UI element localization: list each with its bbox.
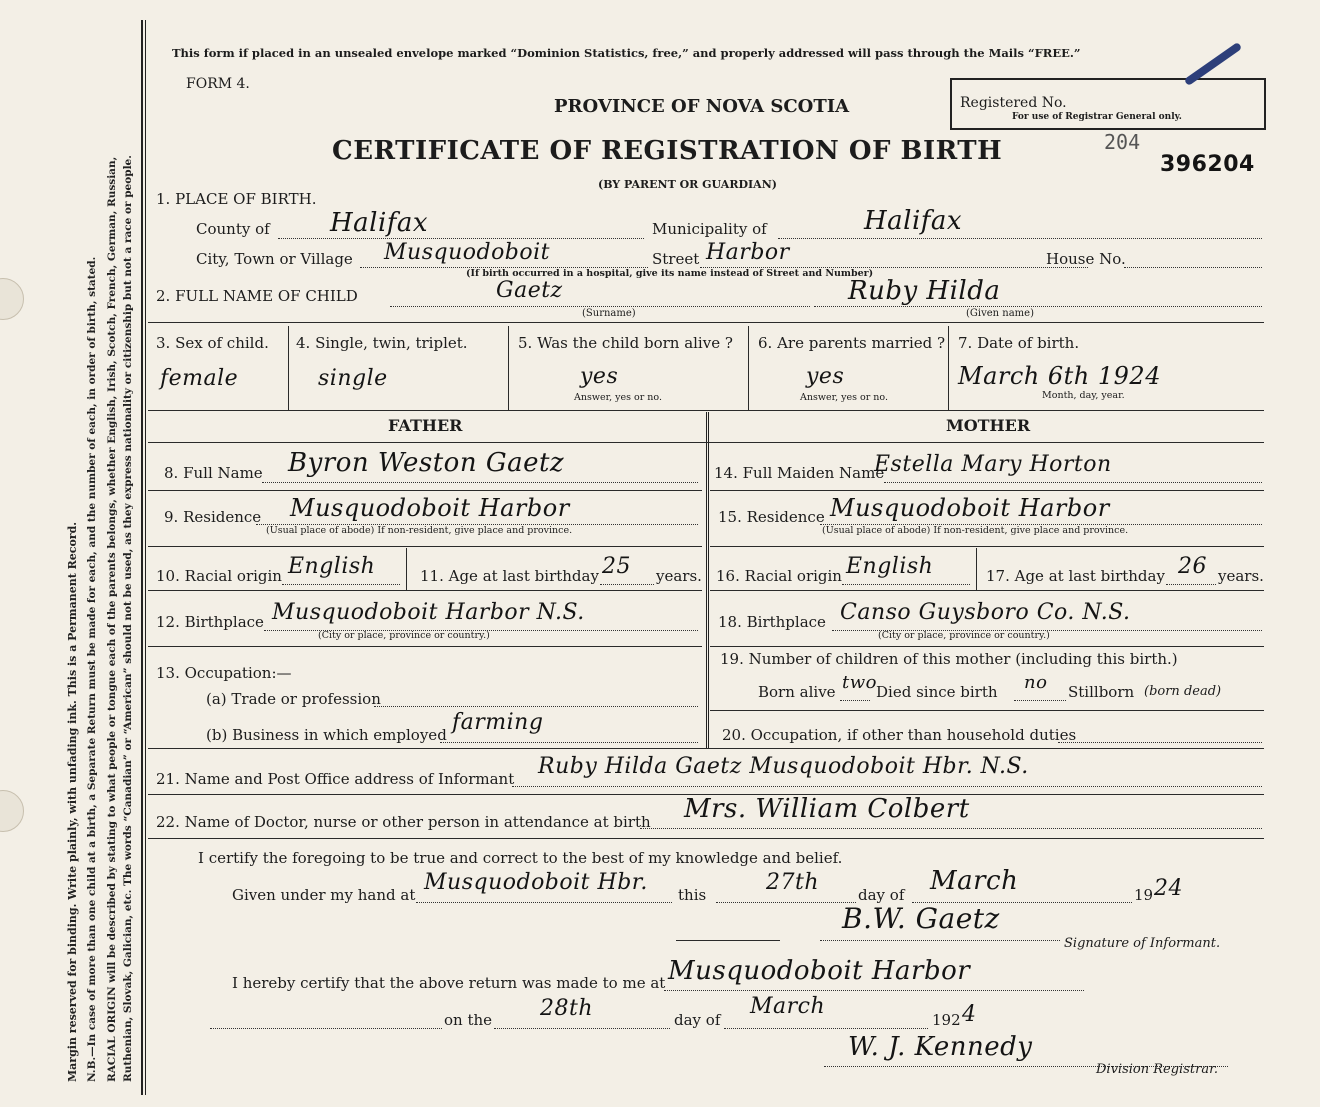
hospital-note: (If birth occurred in a hospital, give its name instead of Street and Number) — [466, 268, 874, 279]
father-age-value: 25 — [602, 554, 631, 579]
born-alive-line — [840, 700, 870, 701]
father-birthplace-note: (City or place, province or country.) — [318, 630, 490, 641]
father-name-value: Byron Weston Gaetz — [288, 448, 565, 478]
parents-married-question: 6. Are parents married ? — [758, 334, 946, 352]
row3-div-2 — [508, 326, 509, 410]
mother-residence-label: 15. Residence — [718, 508, 825, 526]
parents-bottom-rule — [148, 748, 1264, 749]
registrar-signature-label: Division Registrar. — [1096, 1062, 1218, 1077]
mother-race-divider — [976, 548, 977, 590]
plurality-value: single — [318, 366, 388, 391]
day-line — [716, 902, 856, 903]
mother-row14-rule — [710, 490, 1264, 491]
child-surname: Gaetz — [496, 278, 563, 303]
father-birthplace-value: Musquodoboit Harbor N.S. — [272, 600, 585, 625]
doctor-value: Mrs. William Colbert — [684, 794, 970, 824]
registered-number-label: Registered No. — [960, 95, 1067, 111]
father-heading: FATHER — [388, 416, 463, 435]
date-of-birth-label: 7. Date of birth. — [958, 334, 1080, 352]
informant-value: Ruby Hilda Gaetz Musquodoboit Hbr. N.S. — [538, 754, 1029, 779]
registrar-month-value: March — [750, 994, 826, 1019]
given-name-line — [814, 306, 1262, 307]
father-birthplace-label: 12. Birthplace — [156, 613, 264, 631]
house-line — [1124, 267, 1262, 268]
mother-heading: MOTHER — [946, 416, 1031, 435]
date-of-birth-note: Month, day, year. — [1042, 390, 1125, 401]
stillborn-note: (born dead) — [1144, 684, 1222, 699]
certify-statement: I certify the foregoing to be true and correct to the best of my knowledge and belief. — [198, 849, 843, 867]
died-since-birth-count: no — [1024, 672, 1048, 693]
row3-bottom-rule — [148, 410, 1264, 411]
business-label: (b) Business in which employed — [206, 726, 447, 744]
street-value: Harbor — [706, 240, 790, 265]
given-name-note: (Given name) — [966, 308, 1034, 319]
parents-divider — [706, 412, 709, 748]
day-of-label: day of — [858, 886, 905, 904]
house-number-label: House No. — [1046, 250, 1126, 268]
mother-age-label: 17. Age at last birthday — [986, 567, 1165, 585]
informant-signature-line — [820, 940, 1060, 941]
born-alive-note: Answer, yes or no. — [574, 392, 663, 403]
mother-name-label: 14. Full Maiden Name — [714, 464, 885, 482]
father-row12-rule — [148, 646, 702, 647]
mother-race-label: 16. Racial origin — [716, 567, 842, 585]
registrar-place-line — [664, 990, 1084, 991]
registrar-day-line — [494, 1028, 670, 1029]
punch-hole-bottom — [0, 790, 24, 832]
street-label: Street — [652, 250, 700, 268]
registrar-month-line — [724, 1028, 928, 1029]
mother-row16-rule — [710, 590, 1264, 591]
county-label: County of — [196, 220, 270, 238]
registrar-place-value: Musquodoboit Harbor — [668, 956, 971, 986]
stillborn-label: Stillborn — [1068, 683, 1135, 701]
occupation-label: 13. Occupation:— — [156, 664, 292, 682]
given-place-value: Musquodoboit Hbr. — [424, 870, 648, 895]
margin-line-inner — [145, 20, 146, 1095]
mother-age-line — [1166, 584, 1216, 585]
informant-signature: B.W. Gaetz — [842, 902, 1000, 935]
informant-signature-label: Signature of Informant. — [1064, 936, 1221, 951]
parents-married-answer: yes — [806, 364, 845, 389]
registrar-statement: I hereby certify that the above return was made to me at — [232, 974, 666, 992]
mother-occupation-label: 20. Occupation, if other than household duties — [722, 726, 1077, 744]
province-heading: PROVINCE OF NOVA SCOTIA — [554, 96, 850, 117]
short-rule — [676, 940, 780, 941]
mother-birthplace-value: Canso Guysboro Co. N.S. — [840, 600, 1131, 625]
margin-text-4: Ruthenian, Slovak, Galician, etc. The words “Canadian” or “American” should not be used, as they express nationality or citizenship but not a race or people. — [122, 155, 134, 1082]
certify-year-prefix: 19 — [1134, 886, 1154, 904]
punch-hole-top — [0, 278, 24, 320]
place-of-birth-label: 1. PLACE OF BIRTH. — [156, 190, 317, 208]
margin-text-3: RACIAL ORIGIN will be described by stating to what people or tongue each of the parents belongs, whether English, Irish, Scotch, French, German, Russian, — [106, 156, 118, 1082]
died-since-birth-line — [1014, 700, 1066, 701]
mother-race-value: English — [846, 554, 934, 579]
heading-rule — [148, 442, 1264, 443]
form-top-rule — [148, 322, 1264, 323]
city-label: City, Town or Village — [196, 250, 353, 268]
trade-line — [374, 706, 698, 707]
margin-text-1: Margin reserved for binding. Write plainly, with unfading ink. This is a Permanent Record. — [66, 521, 79, 1082]
registrar-general-note: For use of Registrar General only. — [1012, 112, 1182, 122]
registrar-on-the-label: on the — [444, 1011, 493, 1029]
row3-div-3 — [748, 326, 749, 410]
father-age-line — [600, 584, 654, 585]
informant-line — [512, 786, 1262, 787]
father-race-line — [282, 584, 400, 585]
stamp-number: 396204 — [1160, 152, 1255, 177]
mother-row18-rule — [710, 646, 1264, 647]
row3-div-4 — [948, 326, 949, 410]
registrar-year-prefix: 192 — [932, 1011, 961, 1029]
born-alive-label: Born alive — [758, 683, 836, 701]
surname-line — [390, 306, 810, 307]
father-row8-rule — [148, 490, 702, 491]
father-residence-value: Musquodoboit Harbor — [290, 494, 570, 522]
plurality-label: 4. Single, twin, triplet. — [296, 334, 468, 352]
father-name-label: 8. Full Name — [164, 464, 263, 482]
informant-label: 21. Name and Post Office address of Informant — [156, 770, 515, 788]
municipality-label: Municipality of — [652, 220, 767, 238]
mother-residence-note: (Usual place of abode) If non-resident, give place and province. — [822, 525, 1129, 536]
row3-div-1 — [288, 326, 289, 410]
margin-text-2: N.B.—In case of more than one child at a birth, a Separate Return must be made for each, and the number of each, in order of birth, stated. — [86, 256, 98, 1082]
father-race-value: English — [288, 554, 376, 579]
mail-notice: This form if placed in an unsealed envelope marked “Dominion Statistics, free,” and properly addressed will pass through the Mails “FREE.” — [172, 46, 1081, 60]
registrar-day-of-label: day of — [674, 1011, 721, 1029]
stamp-small-number: 204 — [1104, 130, 1141, 154]
mother-age-value: 26 — [1178, 554, 1207, 579]
surname-note: (Surname) — [582, 308, 636, 319]
registrar-left-line — [210, 1028, 442, 1029]
mother-years-label: years. — [1218, 567, 1264, 585]
county-line — [278, 238, 644, 239]
father-residence-note: (Usual place of abode) If non-resident, give place and province. — [266, 525, 573, 536]
business-line — [440, 742, 698, 743]
form-number: FORM 4. — [186, 76, 250, 92]
mother-race-line — [842, 584, 970, 585]
born-alive-count: two — [842, 672, 877, 693]
certificate-subtitle: (BY PARENT OR GUARDIAN) — [598, 178, 777, 191]
mother-row19-rule — [710, 710, 1264, 711]
given-under-hand-label: Given under my hand at — [232, 886, 416, 904]
certificate-title: CERTIFICATE OF REGISTRATION OF BIRTH — [332, 136, 1003, 166]
trade-label: (a) Trade or profession — [206, 690, 381, 708]
registrar-day-value: 28th — [540, 996, 594, 1021]
registrar-signature: W. J. Kennedy — [848, 1032, 1033, 1062]
child-given-name: Ruby Hilda — [848, 276, 1001, 306]
father-row10-rule — [148, 590, 702, 591]
certify-day-value: 27th — [766, 870, 820, 895]
municipality-line — [778, 238, 1262, 239]
mother-name-line — [884, 482, 1262, 483]
mother-residence-value: Musquodoboit Harbor — [830, 494, 1110, 522]
child-name-label: 2. FULL NAME OF CHILD — [156, 287, 358, 305]
doctor-rule — [148, 838, 1264, 839]
died-since-birth-label: Died since birth — [876, 683, 998, 701]
municipality-value: Halifax — [864, 206, 963, 236]
certify-month-value: March — [930, 866, 1019, 896]
father-name-line — [262, 482, 698, 483]
parents-married-note: Answer, yes or no. — [800, 392, 889, 403]
father-race-label: 10. Racial origin — [156, 567, 282, 585]
father-race-divider — [406, 548, 407, 590]
mother-birthplace-label: 18. Birthplace — [718, 613, 826, 631]
county-value: Halifax — [330, 208, 429, 238]
registrar-year-value: 4 — [962, 1002, 977, 1027]
margin-line — [141, 20, 143, 1095]
father-residence-label: 9. Residence — [164, 508, 262, 526]
mother-row15-rule — [710, 546, 1264, 547]
born-alive-answer: yes — [580, 364, 619, 389]
business-value: farming — [452, 710, 544, 735]
father-age-label: 11. Age at last birthday — [420, 567, 599, 585]
father-row9-rule — [148, 546, 702, 547]
doctor-line — [640, 828, 1262, 829]
city-value: Musquodoboit — [384, 240, 551, 265]
mother-birthplace-note: (City or place, province or country.) — [878, 630, 1050, 641]
father-years-label: years. — [656, 567, 702, 585]
sex-value: female — [160, 366, 239, 391]
certify-year-value: 24 — [1154, 876, 1183, 901]
mother-name-value: Estella Mary Horton — [874, 452, 1112, 477]
given-place-line — [416, 902, 672, 903]
doctor-label: 22. Name of Doctor, nurse or other person in attendance at birth — [156, 813, 651, 831]
mother-occupation-line — [1058, 742, 1262, 743]
sex-label: 3. Sex of child. — [156, 334, 269, 352]
born-alive-question: 5. Was the child born alive ? — [518, 334, 733, 352]
date-of-birth-value: March 6th 1924 — [958, 362, 1161, 390]
children-count-label: 19. Number of children of this mother (including this birth.) — [720, 650, 1178, 668]
this-label: this — [678, 886, 707, 904]
